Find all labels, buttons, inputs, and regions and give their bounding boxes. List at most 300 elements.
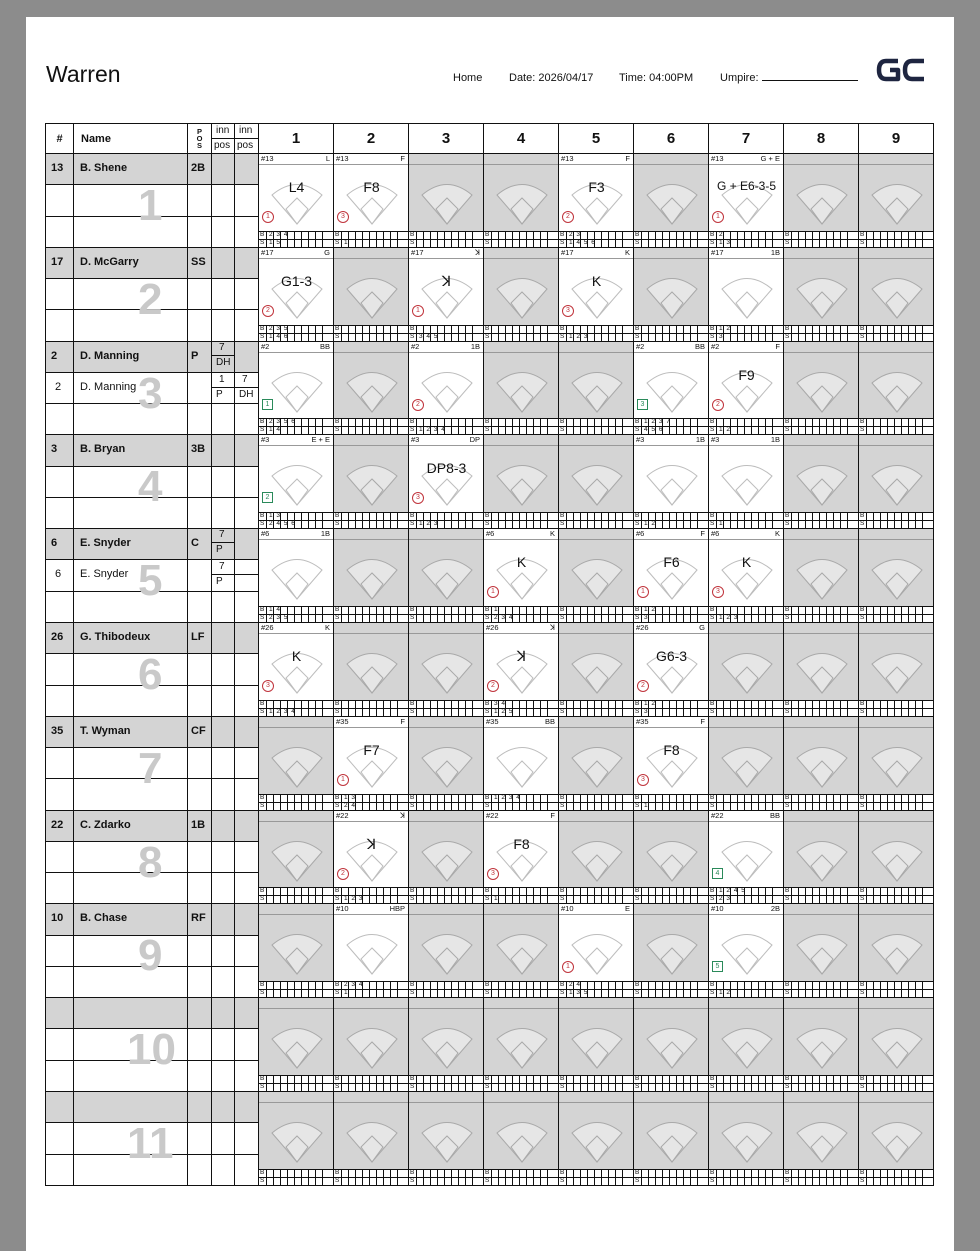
- at-bat-box[interactable]: [708, 716, 784, 811]
- count-tick: [512, 982, 513, 997]
- diamond-field: [260, 821, 334, 895]
- count-tick: [458, 232, 459, 247]
- diamond-field: [560, 1008, 634, 1082]
- count-tick: [641, 607, 642, 622]
- at-bat-box[interactable]: [858, 153, 934, 248]
- at-bat-box[interactable]: [258, 528, 334, 623]
- at-bat-box[interactable]: [258, 997, 334, 1092]
- count-tick: [894, 888, 895, 903]
- count-tick: [697, 607, 698, 622]
- at-bat-box[interactable]: [558, 434, 634, 529]
- lineup-inn-cell: [211, 685, 235, 717]
- count-tick: [341, 326, 342, 341]
- count-strip: [334, 418, 408, 434]
- count-tick: [880, 1170, 881, 1185]
- count-tick: [362, 701, 363, 716]
- count-tick: [369, 1170, 370, 1185]
- diamond-field: [710, 539, 784, 613]
- count-tick: [880, 1076, 881, 1091]
- count-tick: [580, 888, 581, 903]
- at-bat-box[interactable]: [483, 810, 559, 905]
- sub-name[interactable]: E. Snyder: [80, 568, 129, 581]
- strikes-label: S: [710, 989, 715, 997]
- at-bat-box[interactable]: [333, 716, 409, 811]
- field-diamond-icon: [785, 1102, 859, 1176]
- field-diamond-icon: [860, 914, 934, 988]
- at-bat-box[interactable]: [783, 716, 859, 811]
- at-bat-box[interactable]: [858, 1091, 934, 1186]
- count-tick: [819, 701, 820, 716]
- count-tick: [280, 1076, 281, 1091]
- at-bat-box[interactable]: [333, 247, 409, 342]
- at-bat-box[interactable]: [633, 1091, 709, 1186]
- at-bat-box[interactable]: [783, 1091, 859, 1186]
- diamond-field: [635, 1008, 709, 1082]
- count-tick: [833, 1076, 834, 1091]
- count-tick: [491, 232, 492, 247]
- umpire-field[interactable]: [720, 72, 858, 84]
- count-tick: [744, 513, 745, 528]
- count-tick: [322, 232, 323, 247]
- batting-order-number: 9: [138, 931, 163, 981]
- count-tick: [772, 701, 773, 716]
- player-name[interactable]: D. Manning: [80, 349, 140, 362]
- count-strip: [709, 1075, 783, 1091]
- count-tick: [355, 419, 356, 434]
- at-bat-box[interactable]: [483, 247, 559, 342]
- at-bat-box[interactable]: [333, 997, 409, 1092]
- player-name[interactable]: C. Zdarko: [80, 818, 131, 831]
- balls-label: B: [635, 230, 640, 238]
- field-diamond-icon: [710, 352, 784, 426]
- at-bat-box[interactable]: [633, 528, 709, 623]
- out-number: 1: [262, 211, 274, 223]
- count-tick: [601, 513, 602, 528]
- lineup-pos2-cell: [234, 810, 259, 842]
- count-tick: [547, 701, 548, 716]
- balls-label: B: [860, 699, 865, 707]
- field-diamond-icon: [560, 633, 634, 707]
- count-tick: [519, 232, 520, 247]
- count-tick: [423, 982, 424, 997]
- at-bat-box[interactable]: [408, 997, 484, 1092]
- count-tick: [908, 982, 909, 997]
- batter-tag: #35: [486, 716, 499, 726]
- at-bat-box[interactable]: [408, 247, 484, 342]
- at-bat-box[interactable]: [258, 153, 334, 248]
- at-bat-box[interactable]: [483, 997, 559, 1092]
- count-strip: [559, 606, 633, 622]
- strikes-label: S: [410, 238, 415, 246]
- at-bat-box[interactable]: [858, 810, 934, 905]
- sub-inning: 1: [219, 373, 225, 385]
- diamond-field: [410, 445, 484, 519]
- at-bat-box[interactable]: [333, 528, 409, 623]
- count-tick: [601, 1076, 602, 1091]
- at-bat-box[interactable]: [633, 434, 709, 529]
- balls-label: B: [710, 793, 715, 801]
- count-tick: [505, 1076, 506, 1091]
- at-bat-box[interactable]: [783, 528, 859, 623]
- at-bat-box[interactable]: [408, 341, 484, 436]
- batting-order-number: 8: [138, 837, 163, 887]
- umpire-line: [762, 72, 858, 81]
- sub-name[interactable]: D. Manning: [80, 380, 137, 393]
- at-bat-box[interactable]: [708, 1091, 784, 1186]
- at-bat-box[interactable]: [258, 434, 334, 529]
- at-bat-box[interactable]: [783, 247, 859, 342]
- field-diamond-icon: [635, 914, 709, 988]
- lineup-inn-cell: [211, 653, 235, 685]
- count-tick: [273, 888, 274, 903]
- at-bat-box[interactable]: [708, 434, 784, 529]
- at-bat-box[interactable]: [333, 903, 409, 998]
- balls-label: B: [335, 512, 340, 520]
- at-bat-box[interactable]: [858, 247, 934, 342]
- strikes-label: S: [635, 801, 640, 809]
- diamond-field: [260, 914, 334, 988]
- diamond-field: [335, 914, 409, 988]
- at-bat-box[interactable]: [483, 716, 559, 811]
- at-bat-box[interactable]: [258, 341, 334, 436]
- at-bat-box[interactable]: [258, 622, 334, 717]
- count-strip: [259, 887, 333, 903]
- at-bat-box[interactable]: [258, 247, 334, 342]
- pos2-column-header-top: inn: [239, 125, 253, 136]
- lineup-num-cell: [45, 528, 74, 560]
- at-bat-box[interactable]: [858, 716, 934, 811]
- diamond-field: [710, 914, 784, 988]
- player-name[interactable]: B. Chase: [80, 912, 128, 925]
- count-tick: [601, 1170, 602, 1185]
- lineup-pos-cell: [187, 997, 212, 1029]
- out-number: 2: [337, 868, 349, 880]
- at-bat-box[interactable]: [558, 903, 634, 998]
- lineup-pos-cell: [187, 1060, 212, 1092]
- field-diamond-icon: [860, 164, 934, 238]
- diamond-field: [860, 352, 934, 426]
- at-bat-box[interactable]: [333, 434, 409, 529]
- lineup-num-cell: [45, 1060, 74, 1092]
- at-bat-box[interactable]: [633, 341, 709, 436]
- count-tick: [901, 795, 902, 810]
- player-name[interactable]: G. Thibodeux: [80, 631, 151, 643]
- at-bat-box[interactable]: [333, 810, 409, 905]
- at-bat-box[interactable]: [783, 341, 859, 436]
- count-tick: [655, 795, 656, 810]
- ball-count: 1 4: [269, 605, 282, 613]
- strikes-label: S: [635, 426, 640, 434]
- player-name[interactable]: E. Snyder: [80, 537, 131, 550]
- at-bat-box[interactable]: [783, 622, 859, 717]
- count-tick: [894, 232, 895, 247]
- at-bat-box[interactable]: [408, 622, 484, 717]
- count-tick: [915, 607, 916, 622]
- at-bat-box[interactable]: [483, 341, 559, 436]
- at-bat-box[interactable]: [558, 716, 634, 811]
- at-bat-box[interactable]: [258, 716, 334, 811]
- strikes-label: S: [710, 238, 715, 246]
- at-bat-box[interactable]: [258, 1091, 334, 1186]
- count-tick: [690, 1076, 691, 1091]
- count-tick: [587, 888, 588, 903]
- count-tick: [744, 982, 745, 997]
- at-bat-box[interactable]: [858, 997, 934, 1092]
- at-bat-box[interactable]: [333, 153, 409, 248]
- at-bat-box[interactable]: [558, 1091, 634, 1186]
- count-tick: [566, 1076, 567, 1091]
- strikes-label: S: [635, 238, 640, 246]
- count-tick: [622, 419, 623, 434]
- at-bat-box[interactable]: [708, 997, 784, 1092]
- at-bat-box[interactable]: [783, 903, 859, 998]
- at-bat-box[interactable]: [483, 1091, 559, 1186]
- at-bat-box[interactable]: [483, 622, 559, 717]
- at-bat-box[interactable]: [783, 810, 859, 905]
- lineup-pos-cell: [187, 841, 212, 873]
- count-tick: [798, 607, 799, 622]
- diamond-field: [710, 1008, 784, 1082]
- out-number: 1: [562, 961, 574, 973]
- strike-count: 2 3 4: [494, 613, 514, 621]
- at-bat-box[interactable]: [483, 903, 559, 998]
- at-bat-box[interactable]: [783, 997, 859, 1092]
- count-tick: [526, 888, 527, 903]
- balls-label: B: [710, 699, 715, 707]
- count-tick: [662, 1170, 663, 1185]
- count-tick: [437, 982, 438, 997]
- count-tick: [308, 326, 309, 341]
- strike-count: 1 2 5: [494, 707, 514, 715]
- count-tick: [880, 232, 881, 247]
- count-tick: [833, 513, 834, 528]
- player-position: SS: [191, 255, 206, 268]
- at-bat-box[interactable]: [633, 247, 709, 342]
- lineup-pos2-cell: [234, 935, 259, 967]
- count-tick: [444, 326, 445, 341]
- count-tick: [383, 888, 384, 903]
- strikes-label: S: [260, 801, 265, 809]
- count-tick: [833, 326, 834, 341]
- count-tick: [880, 982, 881, 997]
- field-diamond-icon: [260, 1008, 334, 1082]
- at-bat-box[interactable]: [633, 716, 709, 811]
- field-diamond-icon: [560, 914, 634, 988]
- at-bat-box[interactable]: [858, 903, 934, 998]
- lineup-pos2-cell: [234, 559, 259, 591]
- count-tick: [458, 513, 459, 528]
- at-bat-box[interactable]: [558, 528, 634, 623]
- at-bat-box[interactable]: [783, 434, 859, 529]
- at-bat-box[interactable]: [333, 341, 409, 436]
- count-tick: [840, 982, 841, 997]
- play-notation: G + E6-3-5: [716, 179, 777, 193]
- count-tick: [873, 982, 874, 997]
- count-tick: [266, 1170, 267, 1185]
- at-bat-box[interactable]: [558, 622, 634, 717]
- count-tick: [716, 326, 717, 341]
- at-bat-box[interactable]: [708, 903, 784, 998]
- at-bat-box[interactable]: [408, 528, 484, 623]
- count-tick: [301, 795, 302, 810]
- count-tick: [716, 1076, 717, 1091]
- count-tick: [308, 982, 309, 997]
- diamond-field: [860, 164, 934, 238]
- at-bat-box[interactable]: [408, 153, 484, 248]
- count-tick: [908, 888, 909, 903]
- count-strip: [709, 981, 783, 997]
- at-bat-box[interactable]: [633, 622, 709, 717]
- at-bat-box[interactable]: [408, 810, 484, 905]
- count-tick: [533, 1170, 534, 1185]
- player-name[interactable]: B. Shene: [80, 162, 128, 174]
- entry-position: DH: [216, 356, 231, 368]
- at-bat-box[interactable]: [858, 622, 934, 717]
- at-bat-box[interactable]: [483, 153, 559, 248]
- count-tick: [751, 607, 752, 622]
- count-tick: [791, 513, 792, 528]
- count-tick: [512, 1170, 513, 1185]
- strikes-label: S: [485, 238, 490, 246]
- lineup-name-cell: [73, 935, 188, 967]
- balls-label: B: [635, 418, 640, 426]
- count-tick: [369, 607, 370, 622]
- at-bat-box[interactable]: [408, 716, 484, 811]
- lineup-pos2-cell: [234, 622, 259, 654]
- player-name[interactable]: D. McGarry: [80, 255, 139, 268]
- at-bat-box[interactable]: [708, 153, 784, 248]
- count-tick: [826, 1170, 827, 1185]
- lineup-inn-cell: [211, 184, 235, 216]
- at-bat-box[interactable]: [708, 622, 784, 717]
- at-bat-box[interactable]: [408, 434, 484, 529]
- count-tick: [887, 795, 888, 810]
- count-tick: [622, 326, 623, 341]
- count-tick: [458, 1170, 459, 1185]
- at-bat-box[interactable]: [408, 1091, 484, 1186]
- count-tick: [472, 232, 473, 247]
- at-bat-box[interactable]: [633, 997, 709, 1092]
- at-bat-box[interactable]: [783, 153, 859, 248]
- balls-label: B: [335, 324, 340, 332]
- count-tick: [915, 795, 916, 810]
- at-bat-box[interactable]: [708, 247, 784, 342]
- at-bat-box[interactable]: [633, 810, 709, 905]
- strike-count: 1 4: [269, 426, 282, 434]
- at-bat-box[interactable]: [633, 153, 709, 248]
- count-tick: [491, 888, 492, 903]
- at-bat-box[interactable]: [558, 247, 634, 342]
- out-number: 1: [487, 586, 499, 598]
- at-bat-box[interactable]: [483, 434, 559, 529]
- count-tick: [894, 1076, 895, 1091]
- at-bat-box[interactable]: [558, 153, 634, 248]
- strike-count: 1: [719, 520, 724, 528]
- at-bat-box[interactable]: [258, 903, 334, 998]
- count-strip: [784, 981, 858, 997]
- count-tick: [458, 1076, 459, 1091]
- count-tick: [922, 701, 923, 716]
- count-tick: [751, 513, 752, 528]
- diamond-field: [335, 352, 409, 426]
- count-tick: [266, 419, 267, 434]
- result-tag: F: [550, 810, 555, 820]
- count-tick: [383, 1076, 384, 1091]
- at-bat-box[interactable]: [258, 810, 334, 905]
- count-tick: [812, 232, 813, 247]
- count-tick: [266, 888, 267, 903]
- count-strip: [484, 418, 558, 434]
- count-tick: [430, 795, 431, 810]
- at-bat-box[interactable]: [708, 810, 784, 905]
- count-tick: [547, 1076, 548, 1091]
- at-bat-box[interactable]: [333, 1091, 409, 1186]
- count-tick: [812, 419, 813, 434]
- balls-label: B: [710, 605, 715, 613]
- count-tick: [683, 1076, 684, 1091]
- count-tick: [908, 419, 909, 434]
- strike-count: 3 4 5: [419, 332, 439, 340]
- count-tick: [266, 607, 267, 622]
- count-tick: [887, 1170, 888, 1185]
- count-tick: [676, 1076, 677, 1091]
- at-bat-box[interactable]: [858, 434, 934, 529]
- field-diamond-icon: [335, 821, 409, 895]
- at-bat-box[interactable]: [708, 528, 784, 623]
- lineup-name-cell: [73, 591, 188, 623]
- count-tick: [315, 1170, 316, 1185]
- play-notation: F8: [513, 835, 530, 852]
- at-bat-box[interactable]: [558, 997, 634, 1092]
- at-bat-box[interactable]: [558, 341, 634, 436]
- balls-label: B: [560, 1168, 565, 1176]
- lineup-num-cell: [45, 497, 74, 529]
- strikes-label: S: [860, 707, 865, 715]
- count-tick: [915, 232, 916, 247]
- batter-tag: #26: [261, 623, 274, 632]
- player-name[interactable]: B. Bryan: [80, 443, 126, 456]
- count-tick: [444, 888, 445, 903]
- at-bat-box[interactable]: [558, 810, 634, 905]
- count-tick: [315, 232, 316, 247]
- count-tick: [798, 888, 799, 903]
- count-tick: [751, 701, 752, 716]
- count-tick: [390, 1076, 391, 1091]
- at-bat-box[interactable]: [858, 528, 934, 623]
- count-tick: [880, 888, 881, 903]
- at-bat-box[interactable]: [483, 528, 559, 623]
- field-diamond-icon: [260, 164, 334, 238]
- at-bat-box[interactable]: [708, 341, 784, 436]
- count-tick: [669, 607, 670, 622]
- balls-label: B: [485, 512, 490, 520]
- at-bat-box[interactable]: [408, 903, 484, 998]
- balls-label: B: [785, 324, 790, 332]
- diamond-field: [410, 1102, 484, 1176]
- count-tick: [594, 1076, 595, 1091]
- count-tick: [580, 1170, 581, 1185]
- count-tick: [472, 513, 473, 528]
- at-bat-box[interactable]: [858, 341, 934, 436]
- player-name[interactable]: T. Wyman: [80, 724, 131, 737]
- count-strip: [334, 887, 408, 903]
- count-strip: [634, 887, 708, 903]
- at-bat-box[interactable]: [333, 622, 409, 717]
- at-bat-box[interactable]: [633, 903, 709, 998]
- count-tick: [465, 232, 466, 247]
- count-tick: [376, 888, 377, 903]
- count-tick: [390, 513, 391, 528]
